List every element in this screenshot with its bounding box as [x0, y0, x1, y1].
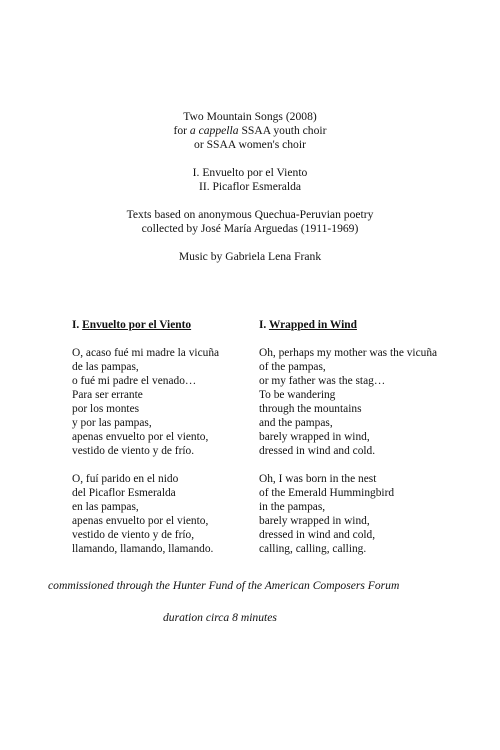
english-heading-title: Wrapped in Wind [268, 319, 357, 331]
spacer [72, 458, 252, 472]
text-source-line-2: collected by José María Arguedas (1911-1969) [141, 222, 359, 235]
spacer [0, 236, 500, 250]
spanish-text-column [72, 318, 252, 556]
spanish-stanza-2 [72, 472, 252, 556]
verse-line: Oh, I was born in the nest [259, 473, 377, 485]
spacer [0, 152, 500, 166]
english-text-column [259, 318, 439, 556]
spanish-stanza-1 [72, 346, 252, 458]
verse-line: vestido de viento y de frío. [72, 445, 195, 457]
verse-line: barely wrapped in wind, [259, 515, 370, 527]
alt-scoring-line: or SSAA women's choir [194, 138, 306, 151]
verse-line: dressed in wind and cold. [259, 445, 376, 457]
verse-line: de las pampas, [72, 361, 139, 373]
verse-line: To be wandering [259, 389, 336, 401]
work-header [0, 110, 500, 264]
verse-line: O, fuí parido en el nido [72, 473, 179, 485]
spacer [0, 194, 500, 208]
verse-line: of the Emerald Hummingbird [259, 487, 395, 499]
spacer [72, 332, 252, 346]
verse-line: dressed in wind and cold, [259, 529, 376, 541]
verse-line: or my father was the stag… [259, 375, 386, 387]
verse-line: Para ser errante [72, 389, 143, 401]
scoring-prefix: for [173, 124, 190, 137]
english-stanza-2 [259, 472, 439, 556]
spanish-heading-title: Envuelto por el Viento [82, 319, 192, 331]
verse-line: through the mountains [259, 403, 362, 415]
spanish-heading-numeral: I. [72, 319, 83, 331]
duration-note: duration circa 8 minutes [163, 611, 277, 624]
spacer [259, 332, 439, 346]
composer-credit: Music by Gabriela Lena Frank [178, 250, 322, 263]
verse-line: and the pampas, [259, 417, 333, 429]
scoring-italic: a cappella [189, 124, 239, 137]
verse-line: o fué mi padre el venado… [72, 375, 197, 387]
verse-line: barely wrapped in wind, [259, 431, 370, 443]
verse-line: apenas envuelto por el viento, [72, 431, 209, 443]
verse-line: O, acaso fué mi madre la vicuña [72, 347, 220, 359]
movement-two: II. Picaflor Esmeralda [198, 180, 302, 193]
verse-line: calling, calling, calling. [259, 543, 367, 555]
movement-one: I. Envuelto por el Viento [192, 166, 308, 179]
commission-note: commissioned through the Hunter Fund of the American Composers Forum [48, 579, 400, 592]
verse-line: Oh, perhaps my mother was the vicuña [259, 347, 438, 359]
verse-line: y por las pampas, [72, 417, 152, 429]
verse-line: del Picaflor Esmeralda [72, 487, 176, 499]
english-heading [259, 318, 439, 332]
scoring-line [0, 124, 500, 138]
english-heading-numeral: I. [259, 319, 269, 331]
text-source-line-1: Texts based on anonymous Quechua-Peruvian poetry [126, 208, 374, 221]
english-stanza-1 [259, 346, 439, 458]
work-title: Two Mountain Songs (2008) [183, 110, 317, 123]
verse-line: vestido de viento y de frío, [72, 529, 195, 541]
verse-line: llamando, llamando, llamando. [72, 543, 214, 555]
verse-line: of the pampas, [259, 361, 326, 373]
verse-line: apenas envuelto por el viento, [72, 515, 209, 527]
spanish-heading [72, 318, 252, 332]
spacer [259, 458, 439, 472]
verse-line: por los montes [72, 403, 140, 415]
scoring-suffix: SSAA youth choir [238, 124, 327, 137]
verse-line: en las pampas, [72, 501, 139, 513]
verse-line: in the pampas, [259, 501, 326, 513]
